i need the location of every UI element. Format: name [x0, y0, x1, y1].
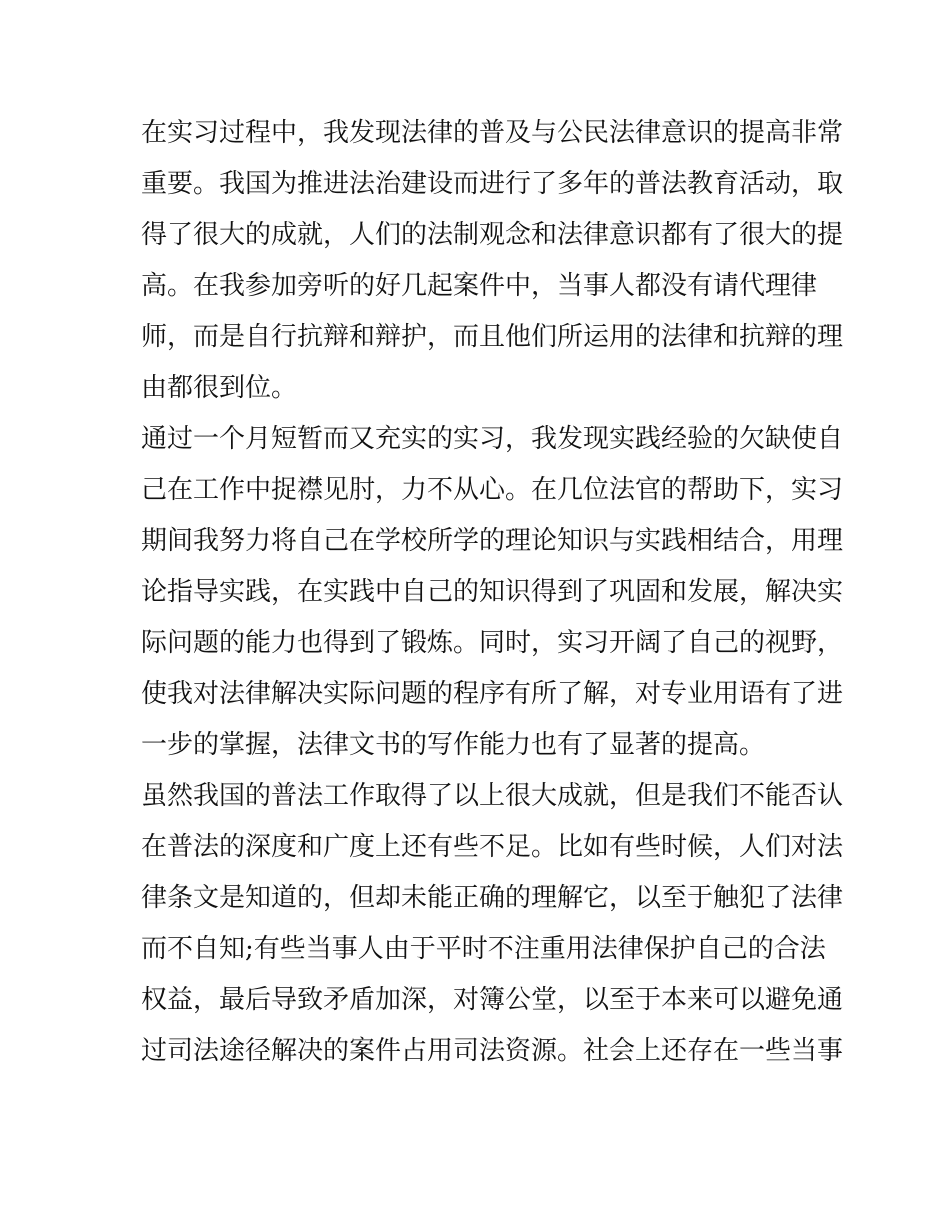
- text-line: 际问题的能力也得到了锻炼。同时，实习开阔了自己的视野，: [141, 628, 844, 658]
- paragraph-2: [141, 414, 844, 771]
- text-line: 师，而是自行抗辩和辩护，而且他们所运用的法律和抗辩的理: [141, 322, 844, 352]
- document-body: [141, 108, 844, 1077]
- text-line: 而不自知;有些当事人由于平时不注重用法律保护自己的合法: [141, 934, 826, 964]
- text-line: 己在工作中捉襟见肘，力不从心。在几位法官的帮助下，实习: [141, 475, 844, 505]
- text-line: 使我对法律解决实际问题的程序有所了解，对专业用语有了进: [141, 679, 844, 709]
- text-line: 在实习过程中，我发现法律的普及与公民法律意识的提高非常: [141, 118, 844, 148]
- paragraph-1: [141, 108, 844, 414]
- paragraph-3: [141, 771, 844, 1077]
- text-line: 通过一个月短暂而又充实的实习，我发现实践经验的欠缺使自: [141, 424, 844, 454]
- text-line: 过司法途径解决的案件占用司法资源。社会上还存在一些当事: [141, 1036, 844, 1066]
- text-line: 得了很大的成就，人们的法制观念和法律意识都有了很大的提: [141, 220, 844, 250]
- text-line: 由都很到位。: [141, 373, 298, 403]
- text-line: 律条文是知道的，但却未能正确的理解它，以至于触犯了法律: [141, 883, 844, 913]
- text-line: 期间我努力将自己在学校所学的理论知识与实践相结合，用理: [141, 526, 844, 556]
- text-line: 论指导实践，在实践中自己的知识得到了巩固和发展，解决实: [141, 577, 844, 607]
- text-line: 在普法的深度和广度上还有些不足。比如有些时候，人们对法: [141, 832, 844, 862]
- text-line: 重要。我国为推进法治建设而进行了多年的普法教育活动，取: [141, 169, 844, 199]
- text-line: 权益，最后导致矛盾加深，对簿公堂，以至于本来可以避免通: [141, 985, 844, 1015]
- text-line: 高。在我参加旁听的好几起案件中，当事人都没有请代理律: [141, 271, 818, 301]
- text-line: 虽然我国的普法工作取得了以上很大成就，但是我们不能否认: [141, 781, 844, 811]
- text-line: 一步的掌握，法律文书的写作能力也有了显著的提高。: [141, 730, 766, 760]
